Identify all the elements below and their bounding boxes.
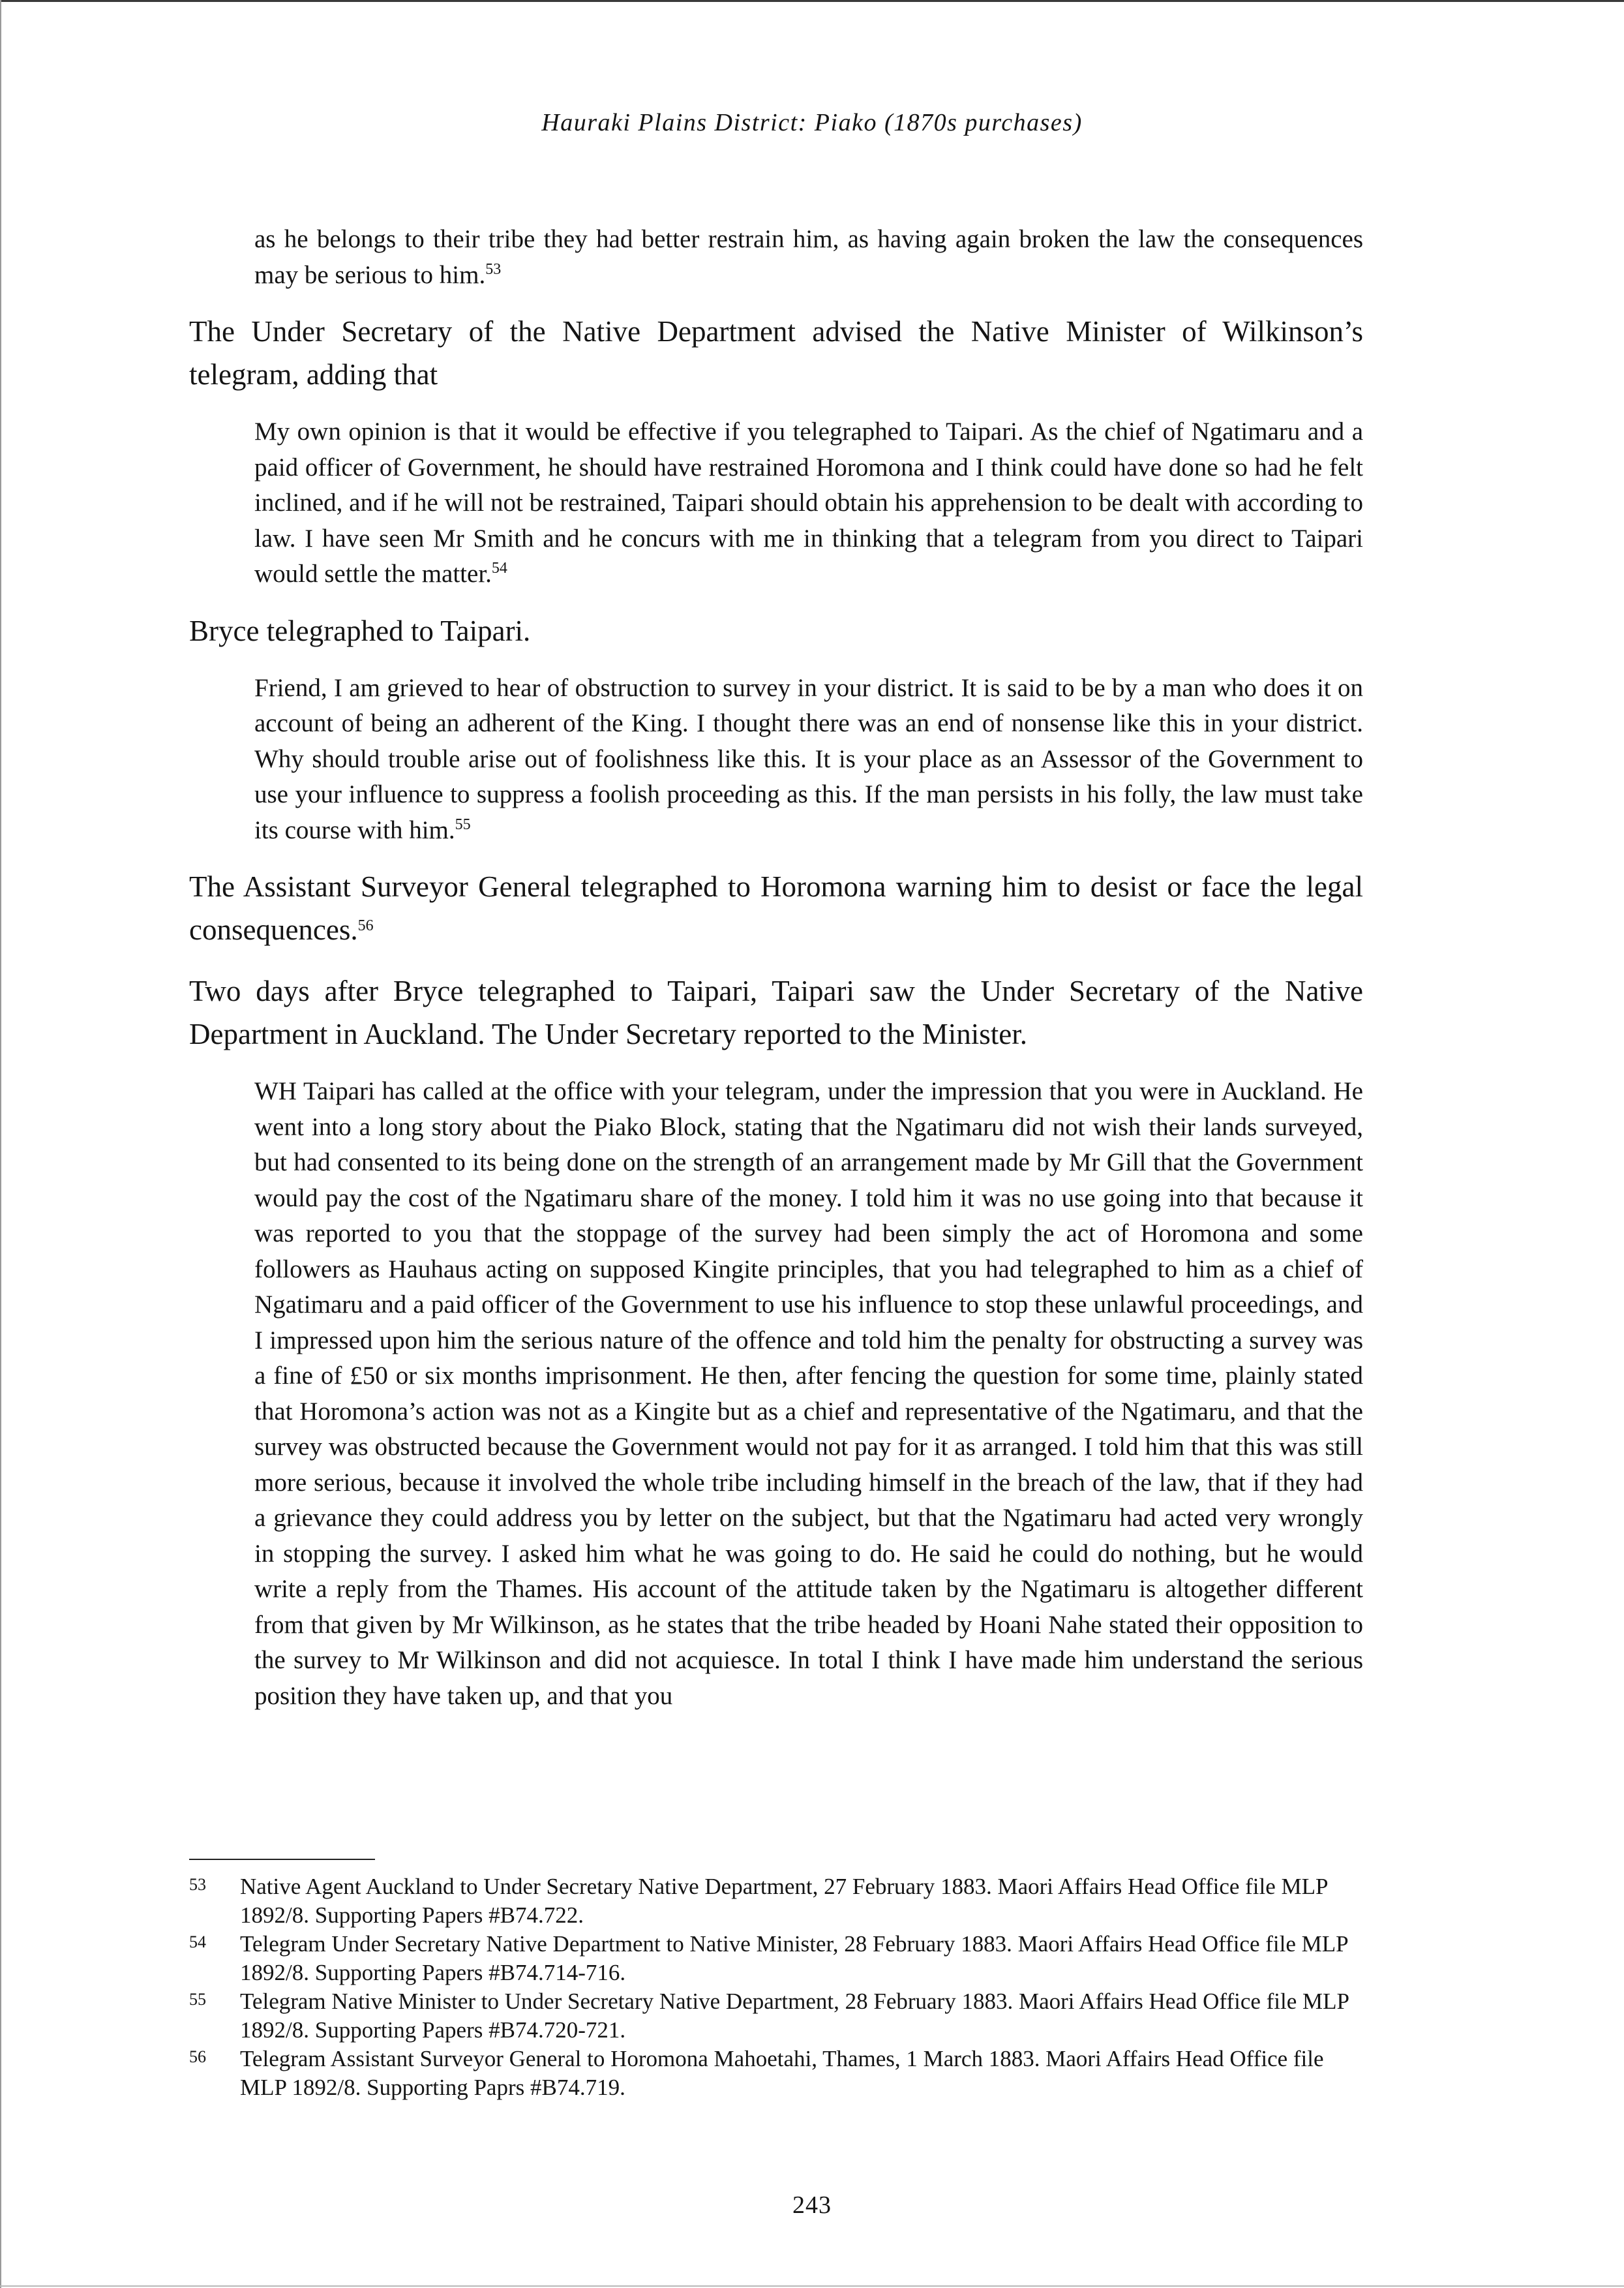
- footnote-number: 53: [189, 1875, 206, 1894]
- footnote-text: Telegram Assistant Surveyor General to Horomona Mahoetahi, Thames, 1 March 1883. Maori Affairs Head Office file MLP 1892/8. Supporting Paprs #B74.719.: [240, 2046, 1324, 2100]
- footnote: [189, 1987, 1363, 2045]
- body-paragraph: [189, 865, 1363, 951]
- footnote-ref[interactable]: 53: [485, 260, 502, 278]
- block-quote: [254, 671, 1363, 849]
- footnote-text: Telegram Native Minister to Under Secretary Native Department, 28 February 1883. Maori Affairs Head Office file MLP 1892/8. Supporting Papers #B74.720-721.: [240, 1989, 1349, 2043]
- footnotes: [189, 1872, 1363, 2102]
- footnote: [189, 2045, 1363, 2102]
- footnote-number: 56: [189, 2047, 206, 2066]
- top-border: [0, 0, 1624, 2]
- body-paragraph: [189, 609, 1363, 652]
- footnote: [189, 1930, 1363, 1987]
- footnote-text: Native Agent Auckland to Under Secretary Native Department, 27 February 1883. Maori Affairs Head Office file MLP 1892/8. Supporting Papers #B74.722.: [240, 1874, 1328, 1928]
- block-quote: [254, 222, 1363, 293]
- footnote-ref[interactable]: 55: [455, 816, 471, 833]
- block-text: My own opinion is that it would be effective if you telegraphed to Taipari. As the chief of Ngatimaru and a paid officer of Government, he should have restrained Horomona and I think could have done so had he felt inclined, and if he will not be restrained, Taipari should obtain his apprehension to be dealt with according to law. I have seen Mr Smith and he concurs with me in thinking that a telegram from you direct to Taipari would settle the matter.: [254, 418, 1363, 588]
- block-text: Two days after Bryce telegraphed to Taipari, Taipari saw the Under Secretary of the Native Department in Auckland. The Under Secretary reported to the Minister.: [189, 975, 1363, 1050]
- running-head: Hauraki Plains District: Piako (1870s purchases): [541, 109, 1083, 136]
- block-quote: [254, 414, 1363, 592]
- left-scan-edge: [0, 0, 1, 2288]
- block-text: Friend, I am grieved to hear of obstruction to survey in your district. It is said to be by a man who does it on account of being an adherent of the King. I thought there was an end of nonsense like this in your district. Why should trouble arise out of foolishness like this. It is your place as an Assessor of the Government to use your influence to suppress a foolish proceeding as this. If the man persists in his folly, the law must take its course with him.: [254, 673, 1363, 844]
- bottom-scan-edge: [0, 2285, 1624, 2287]
- footnote-ref[interactable]: 56: [357, 917, 374, 934]
- footnote-text: Telegram Under Secretary Native Department to Native Minister, 28 February 1883. Maori Affairs Head Office file MLP 1892/8. Supporting Papers #B74.714-716.: [240, 1931, 1348, 1985]
- block-text: The Under Secretary of the Native Department advised the Native Minister of Wilkinson’s telegram, adding that: [189, 315, 1363, 391]
- block-quote: [254, 1074, 1363, 1714]
- footnote-separator: [189, 1859, 375, 1860]
- footnote-number: 55: [189, 1990, 206, 2009]
- block-text: Bryce telegraphed to Taipari.: [189, 614, 531, 647]
- footnote-ref[interactable]: 54: [491, 560, 507, 577]
- block-text: WH Taipari has called at the office with your telegram, under the impression that you were in Auckland. He went into a long story about the Piako Block, stating that the Ngatimaru did not wish their lands surveyed, but had consented to its being done on the strength of an arrangement made by Mr Gill that the Government would pay the cost of the Ngatimaru share of the money. I told him it was no use going into that because it was reported to you that the stoppage of the survey had been simply the act of Horomona and some followers as Hauhaus acting on supposed Kingite principles, that you had telegraphed to him as a chief of Ngatimaru and a paid officer of the Government to use his influence to stop these unlawful proceedings, and I impressed upon him the serious nature of the offence and told him the penalty for obstructing a survey was a fine of £50 or six months imprisonment. He then, after fencing the question for some time, plainly stated that Horomona’s action was not as a Kingite but as a chief and representative of the Ngatimaru, and that the survey was obstructed because the Government would not pay for it as arranged. I told him that this was still more serious, because it involved the whole tribe including himself in the breach of the law, that if they had a grievance they could address you by letter on the subject, but that the Ngatimaru had acted very wrongly in stopping the survey. I asked him what he was going to do. He said he could do nothing, but he would write a reply from the Thames. His account of the attitude taken by the Ngatimaru is altogether different from that given by Mr Wilkinson, as he states that the tribe headed by Hoani Nahe stated their opposition to the survey to Mr Wilkinson and did not acquiesce. In total I think I have made him understand the serious position they have taken up, and that you: [254, 1077, 1363, 1710]
- body-paragraph: [189, 969, 1363, 1056]
- page-number: 243: [792, 2191, 832, 2219]
- page-body: [189, 222, 1363, 1731]
- footnote-number: 54: [189, 1932, 206, 1951]
- block-text: as he belongs to their tribe they had better restrain him, as having again broken the law the consequences may be serious to him.: [254, 225, 1363, 289]
- body-paragraph: [189, 310, 1363, 396]
- footnote: [189, 1872, 1363, 1930]
- block-text: The Assistant Surveyor General telegraphed to Horomona warning him to desist or face the legal consequences.: [189, 870, 1363, 946]
